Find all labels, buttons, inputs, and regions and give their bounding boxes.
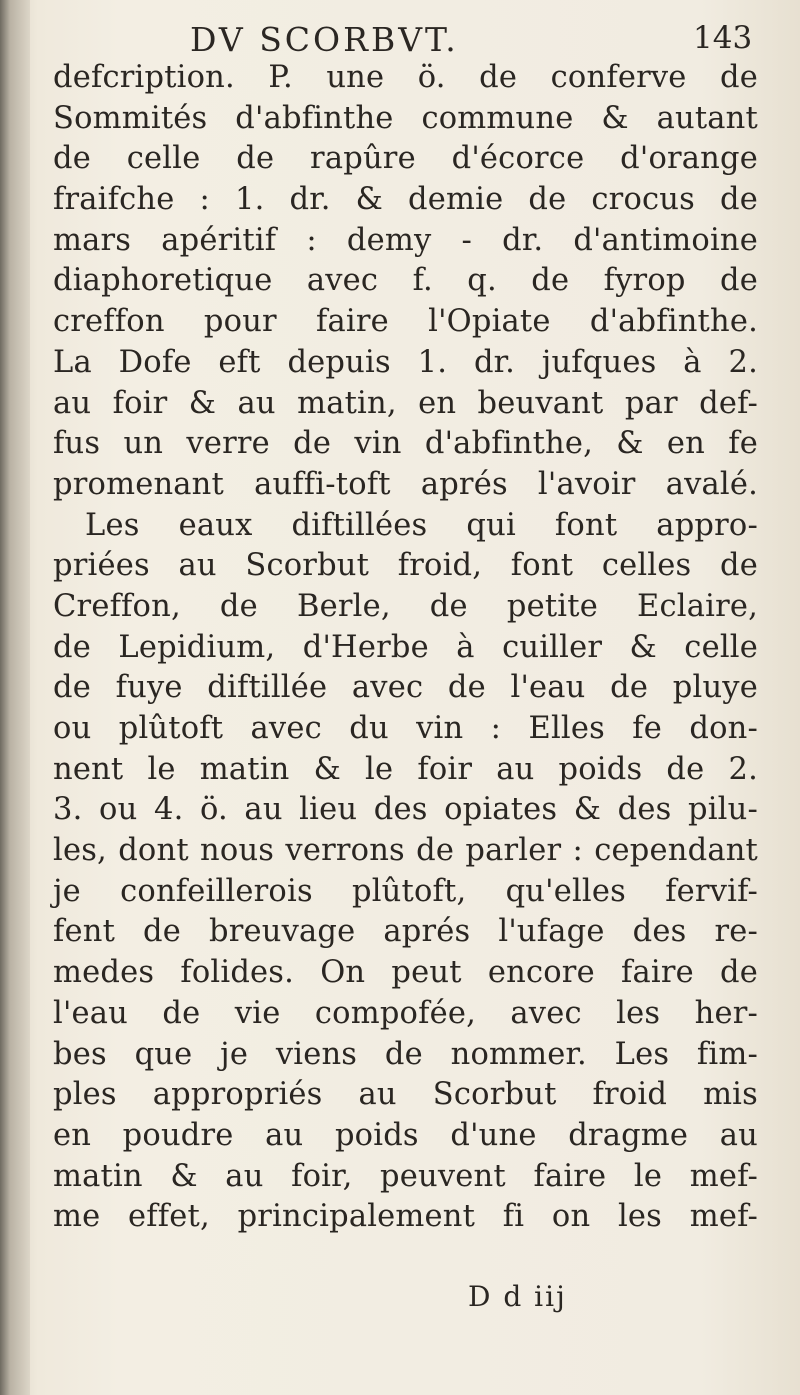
text-line: Sommités d'abfinthe commune & autant [53, 100, 758, 136]
page-header [0, 20, 800, 60]
text-line: au foir & au matin, en beuvant par def- [53, 385, 758, 421]
text-line: Creffon, de Berle, de petite Eclaire, [53, 588, 758, 624]
text-line: ples appropriés au Scorbut froid mis [53, 1077, 758, 1113]
text-line: diaphoretique avec f. q. de fyrop de [53, 263, 758, 299]
text-line: de fuye diftillée avec de l'eau de pluye [53, 670, 758, 706]
text-line: matin & au foir, peuvent faire le mef- [53, 1158, 758, 1194]
running-title: DV SCORBVT. [190, 20, 459, 59]
text-line: les, dont nous verrons de parler : cependant [53, 833, 758, 869]
page-gutter-shadow [0, 0, 30, 1395]
text-line: fus un verre de vin d'abfinthe, & en fe [53, 426, 758, 462]
text-line: de Lepidium, d'Herbe à cuiller & celle [53, 629, 758, 665]
text-line: mars apéritif : demy - dr. d'antimoine [53, 222, 758, 258]
text-line: medes folides. On peut encore faire de [53, 955, 758, 991]
text-line: je confeillerois plûtoft, qu'elles fervif- [53, 873, 758, 909]
text-line: fraifche : 1. dr. & demie de crocus de [53, 182, 758, 218]
text-line: bes que je viens de nommer. Les fim- [53, 1036, 758, 1072]
text-line: en poudre au poids d'une dragme au [53, 1117, 758, 1153]
text-line: me effet, principalement fi on les mef- [53, 1199, 758, 1235]
text-line: 3. ou 4. ö. au lieu des opiates & des pilu- [53, 792, 758, 828]
text-line: priées au Scorbut froid, font celles de [53, 548, 758, 584]
signature-mark: D d iij [468, 1280, 567, 1313]
text-line: nent le matin & le foir au poids de 2. [53, 751, 758, 787]
text-line: fent de breuvage aprés l'ufage des re- [53, 914, 758, 950]
text-line: ou plûtoft avec du vin : Elles fe don- [53, 711, 758, 746]
text-line: creffon pour faire l'Opiate d'abfinthe. [53, 304, 758, 340]
text-line: de celle de rapûre d'écorce d'orange [53, 141, 758, 177]
text-line: La Dofe eft depuis 1. dr. jufques à 2. [53, 344, 758, 380]
body-text [53, 58, 758, 1238]
text-line: l'eau de vie compofée, avec les her- [53, 995, 758, 1031]
text-line: promenant auffi-toft aprés l'avoir avalé. [53, 466, 758, 502]
page-number: 143 [693, 20, 753, 56]
text-line: Les eaux diftillées qui font appro- [85, 507, 758, 543]
text-line: defcription. P. une ö. de conferve de [53, 60, 758, 95]
